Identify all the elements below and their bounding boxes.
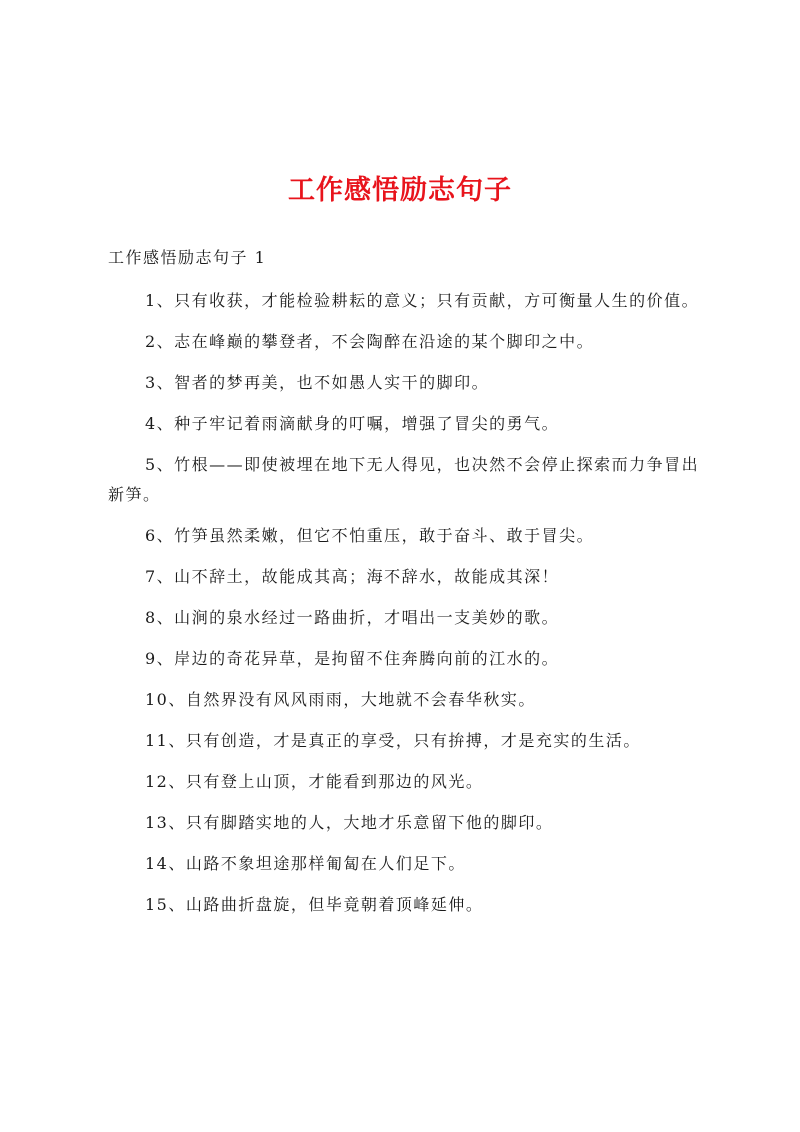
quote-item: 8、山涧的泉水经过一路曲折，才唱出一支美妙的歌。	[145, 608, 560, 627]
quote-item: 14、山路不象坦途那样匍匐在人们足下。	[145, 854, 466, 873]
section-heading: 工作感悟励志句子 1	[108, 248, 267, 267]
document-title: 工作感悟励志句子	[288, 175, 512, 206]
quote-item: 1、只有收获，才能检验耕耘的意义；只有贡献，方可衡量人生的价值。	[145, 291, 700, 310]
quote-item: 13、只有脚踏实地的人，大地才乐意留下他的脚印。	[145, 813, 554, 832]
quote-item: 3、智者的梦再美，也不如愚人实干的脚印。	[145, 373, 490, 392]
quote-list	[108, 286, 708, 931]
quote-item: 11、只有创造，才是真正的享受，只有拚搏，才是充实的生活。	[145, 731, 641, 750]
quote-item: 12、只有登上山顶，才能看到那边的风光。	[145, 772, 484, 791]
quote-item: 10、自然界没有风风雨雨，大地就不会春华秋实。	[145, 690, 536, 709]
quote-item: 15、山路曲折盘旋，但毕竟朝着顶峰延伸。	[145, 895, 484, 914]
quote-item: 4、种子牢记着雨滴献身的叮嘱，增强了冒尖的勇气。	[145, 414, 560, 433]
quote-item: 9、岸边的奇花异草，是拘留不住奔腾向前的江水的。	[145, 649, 560, 668]
quote-item: 6、竹笋虽然柔嫩，但它不怕重压，敢于奋斗、敢于冒尖。	[145, 526, 595, 545]
quote-item: 7、山不辞土，故能成其高；海不辞水，故能成其深！	[145, 567, 560, 586]
quote-item: 5、竹根——即使被埋在地下无人得见，也决然不会停止探索而力争冒出新笋。	[108, 455, 700, 504]
quote-item: 2、志在峰巅的攀登者，不会陶醉在沿途的某个脚印之中。	[145, 332, 595, 351]
